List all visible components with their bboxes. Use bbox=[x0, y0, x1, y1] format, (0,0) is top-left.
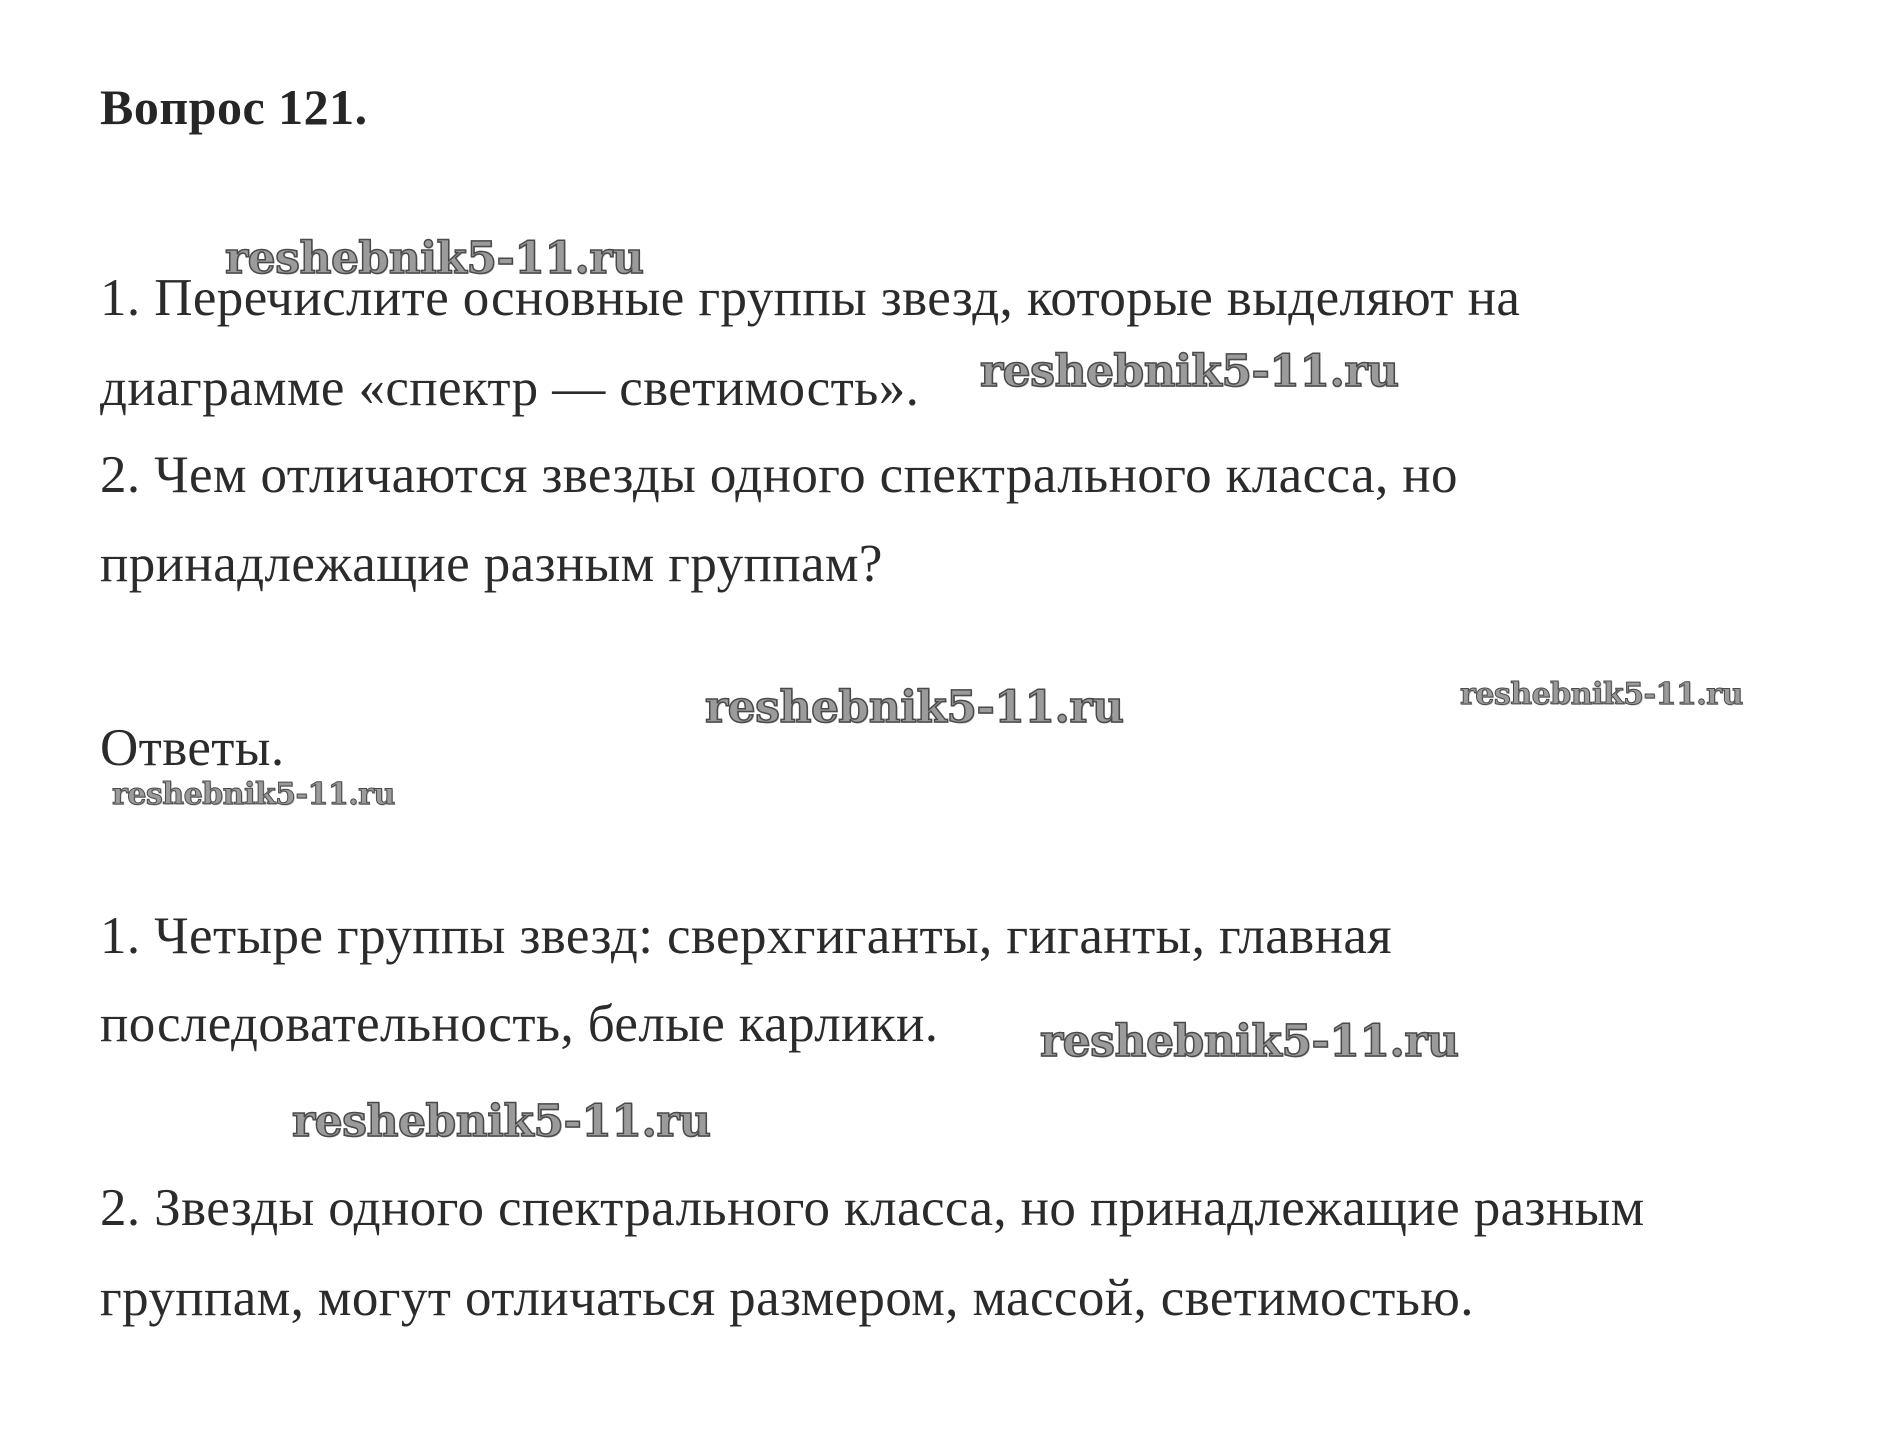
question-line-3: 2. Чем отличаются звезды одного спектрального класса, но bbox=[100, 446, 1458, 504]
question-line-1: 1. Перечислите основные группы звезд, которые выделяют на bbox=[100, 269, 1521, 327]
watermark: reshebnik5-11.ru bbox=[112, 777, 395, 812]
answer-line-4: группам, могут отличаться размером, массой, светимостью. bbox=[100, 1269, 1474, 1327]
answer-line-3: 2. Звезды одного спектрального класса, но принадлежащие разным bbox=[100, 1179, 1645, 1237]
question-line-4: принадлежащие разным группам? bbox=[100, 535, 883, 593]
answers-label: Ответы. bbox=[100, 719, 285, 777]
watermark: reshebnik5-11.ru bbox=[1460, 677, 1743, 712]
question-heading: Вопрос 121. bbox=[100, 79, 368, 135]
watermark: reshebnik5-11.ru bbox=[292, 1096, 711, 1147]
watermark: reshebnik5-11.ru bbox=[705, 682, 1124, 733]
answer-line-2: последовательность, белые карлики. bbox=[100, 995, 939, 1053]
watermark: reshebnik5-11.ru bbox=[980, 346, 1399, 397]
answer-line-1: 1. Четыре группы звезд: сверхгиганты, гиганты, главная bbox=[100, 907, 1393, 965]
watermark: reshebnik5-11.ru bbox=[1040, 1016, 1459, 1067]
watermark: reshebnik5-11.ru bbox=[225, 233, 644, 284]
question-line-2: диаграмме «спектр — светимость». bbox=[100, 359, 920, 417]
